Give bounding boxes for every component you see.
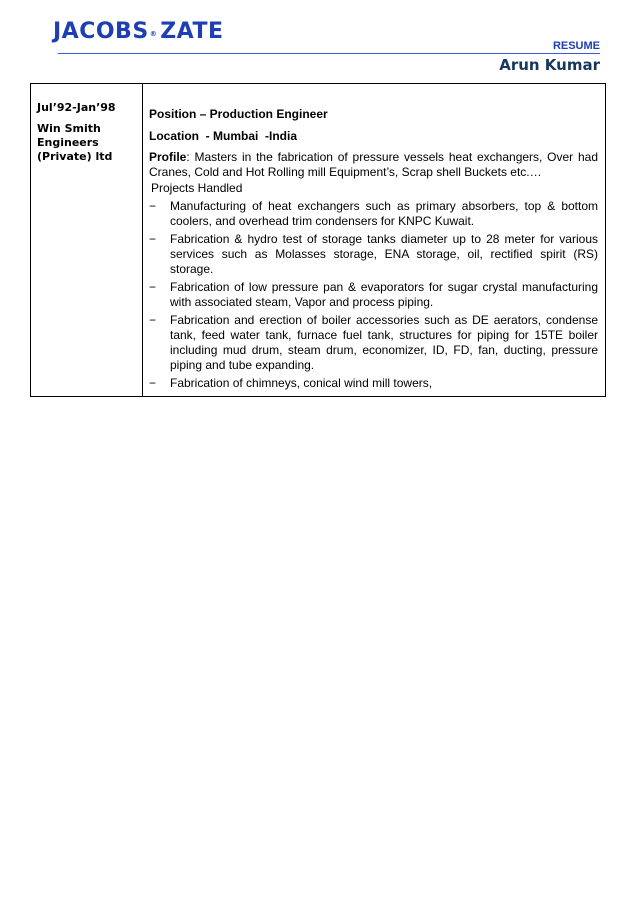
dash-bullet-icon: − [149, 376, 157, 390]
project-text: Fabrication and erection of boiler accessories such as DE aerators, condense tank, feed water tank, furnace fuel tank, structures for piping for 15TE boiler including mud drum, steam drum, economizer, ID, FD, fan, ducting, pressure piping and tube expanding. [170, 313, 598, 372]
company-name: Win Smith Engineers (Private) ltd [37, 122, 113, 163]
candidate-name: Arun Kumar [499, 56, 600, 74]
project-text: Fabrication & hydro test of storage tanks diameter up to 28 meter for various services such as Molasses storage, ENA storage, oil, rectified spirit (RS) storage. [170, 232, 598, 276]
profile-summary [149, 150, 598, 180]
list-item [149, 232, 598, 277]
experience-table [30, 83, 606, 397]
resume-label: RESUME [552, 40, 600, 52]
experience-details-column [143, 84, 605, 396]
project-text: Manufacturing of heat exchangers such as primary absorbers, top & bottom coolers, and overhead trim condensers for KNPC Kuwait. [170, 199, 598, 228]
dash-bullet-icon: − [149, 232, 157, 246]
header-divider [58, 53, 600, 54]
list-item [149, 313, 598, 373]
list-item [149, 280, 598, 310]
project-text: Fabrication of low pressure pan & evaporators for sugar crystal manufacturing with associated steam, Vapor and process piping. [170, 280, 598, 309]
projects-heading: Projects Handled [151, 181, 243, 195]
dash-bullet-icon: − [149, 199, 157, 213]
company-logo [53, 20, 224, 44]
dash-bullet-icon: − [149, 313, 157, 327]
logo-text: JACOBS [53, 19, 149, 44]
position-title: Position – Production Engineer [149, 107, 328, 121]
experience-meta-column [31, 84, 143, 396]
dash-bullet-icon: − [149, 280, 157, 294]
employment-period: Jul’92-Jan’98 [37, 101, 116, 114]
profile-text: : Masters in the fabrication of pressure vessels heat exchangers, Over had Cranes, Cold and Hot Rolling mill Equipment’s, Scrap shell Buckets etc.… [149, 150, 598, 179]
project-list [149, 199, 598, 391]
job-location: Location - Mumbai -India [149, 129, 297, 143]
logo-text-2: ZATE [160, 19, 224, 44]
list-item [149, 376, 598, 391]
list-item [149, 199, 598, 229]
project-text: Fabrication of chimneys, conical wind mill towers, [170, 376, 433, 390]
registered-mark: ® [149, 30, 158, 38]
profile-label: Profile [149, 150, 187, 164]
